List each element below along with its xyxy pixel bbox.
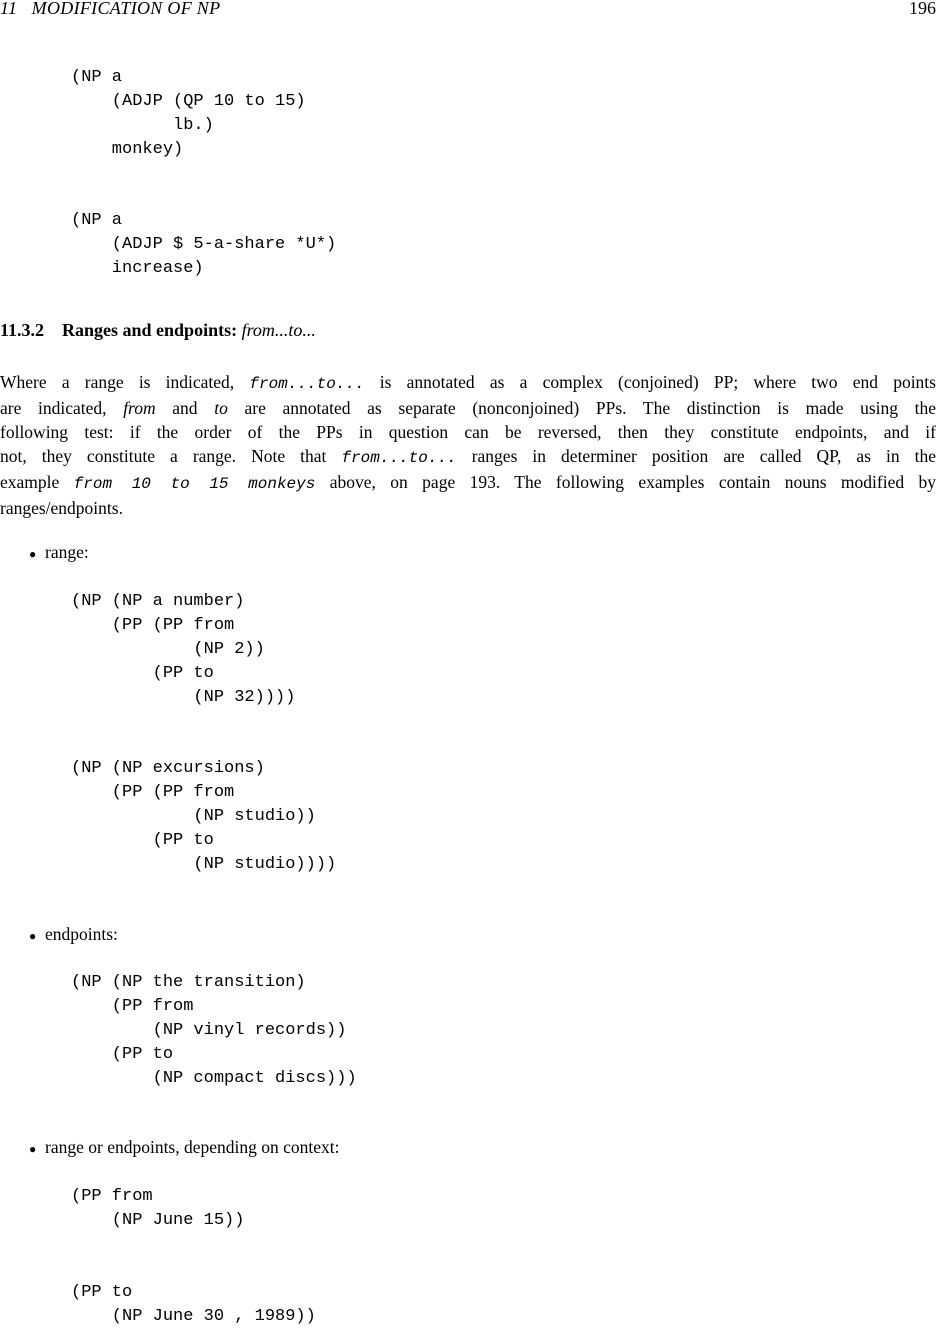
code-example — [71, 1281, 316, 1329]
code-line: (PP to — [71, 664, 214, 683]
paragraph-line: following test: if the order of the PPs in question can be reversed, then they constitute endpoints, and if — [0, 422, 936, 442]
code-line: (NP studio)) — [71, 807, 316, 826]
bullet-item — [29, 1137, 340, 1158]
code-line: (NP (NP a number) — [71, 592, 245, 611]
bullet-dot: ● — [29, 1142, 37, 1156]
code-line: lb.) — [71, 116, 214, 135]
code-line: (PP (PP from — [71, 616, 235, 635]
code-line: (NP June 30 , 1989)) — [71, 1307, 316, 1326]
code-line: (NP (NP the transition) — [71, 973, 306, 992]
code-line: (ADJP $ 5-a-share *U*) — [71, 235, 337, 254]
section-title: Ranges and endpoints: — [62, 320, 238, 340]
bullet-item — [29, 542, 89, 563]
code-line: (ADJP (QP 10 to 15) — [71, 92, 306, 111]
paragraph-line: not, they constitute a range. Note that from...to... ranges in determiner position are called QP, as in the — [0, 446, 937, 467]
bullet-label: range or endpoints, depending on context: — [45, 1137, 340, 1157]
code-line: (PP to — [71, 1045, 174, 1064]
bullet-item — [29, 924, 118, 945]
code-line: (NP a — [71, 68, 123, 87]
bullet-label: range: — [45, 542, 89, 562]
code-example — [71, 971, 357, 1091]
page-number: 196 — [909, 0, 936, 18]
chapter-number: 11 — [0, 0, 18, 18]
paragraph-line: are indicated, from and to are annotated as separate (nonconjoined) PPs. The distinction is made using the — [0, 398, 937, 418]
code-example — [71, 66, 306, 162]
code-example — [71, 209, 336, 281]
paragraph-line: ranges/endpoints. — [0, 498, 123, 518]
code-example — [71, 1185, 244, 1233]
section-heading — [0, 320, 316, 341]
code-line: (NP 2)) — [71, 640, 265, 659]
code-line: (PP from — [71, 997, 194, 1016]
code-line: increase) — [71, 259, 204, 278]
code-line: (NP studio)))) — [71, 855, 337, 874]
code-line: (NP June 15)) — [71, 1211, 245, 1230]
bullet-label: endpoints: — [45, 924, 118, 944]
code-line: (PP to — [71, 1283, 133, 1302]
code-line: (PP (PP from — [71, 783, 235, 802]
code-line: (NP vinyl records)) — [71, 1021, 347, 1040]
body-paragraph — [0, 370, 936, 520]
paragraph-line: Where a range is indicated, from...to... is annotated as a complex (conjoined) PP; where two end points — [0, 372, 936, 393]
code-line: monkey) — [71, 140, 184, 159]
bullet-dot: ● — [29, 929, 37, 943]
chapter-title: MODIFICATION OF NP — [31, 0, 221, 18]
bullet-dot: ● — [29, 547, 37, 561]
code-example — [71, 590, 295, 710]
running-header — [0, 0, 220, 19]
code-line: (NP (NP excursions) — [71, 759, 265, 778]
code-line: (PP from — [71, 1187, 153, 1206]
code-line: (NP 32)))) — [71, 688, 296, 707]
section-title-italic: from...to... — [241, 320, 316, 340]
code-line: (NP a — [71, 211, 123, 230]
code-line: (NP compact discs))) — [71, 1069, 357, 1088]
code-line: (PP to — [71, 831, 214, 850]
section-number: 11.3.2 — [0, 320, 45, 340]
code-example — [71, 757, 336, 877]
paragraph-line: example from 10 to 15 monkeys above, on page 193. The following examples contain nouns modified by — [0, 472, 936, 493]
